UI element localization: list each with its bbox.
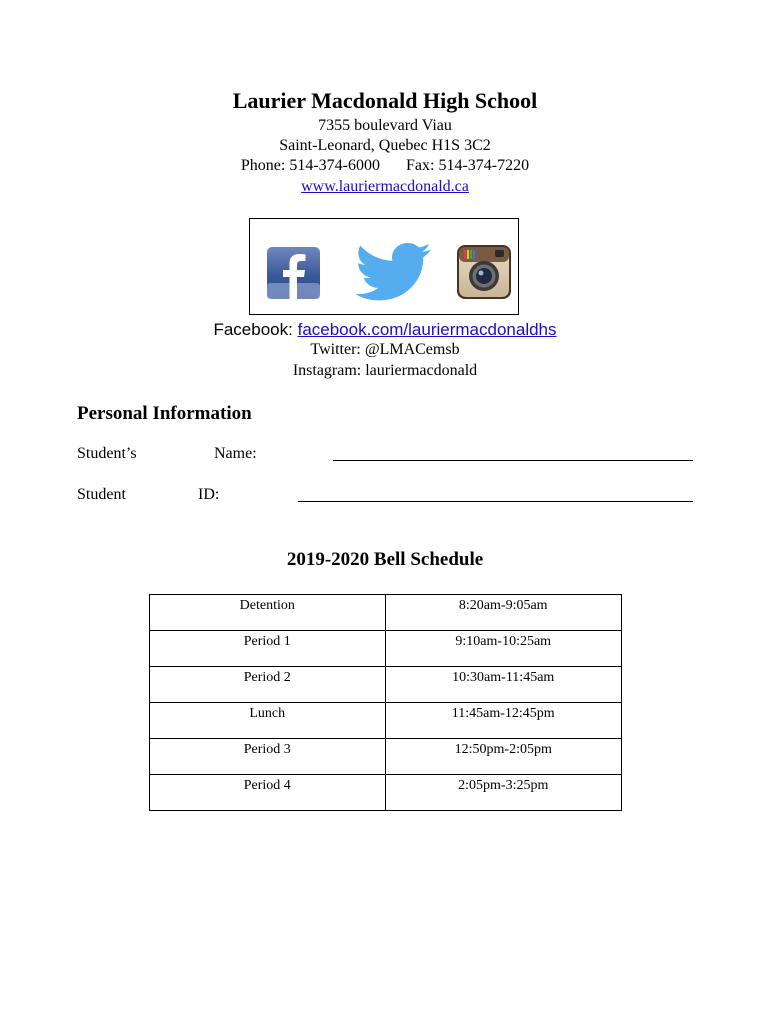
facebook-link[interactable]: facebook.com/lauriermacdonaldhs: [297, 320, 557, 339]
period-cell: Period 4: [150, 775, 386, 811]
time-cell: 9:10am-10:25am: [385, 631, 622, 667]
social-media-box: [249, 218, 519, 315]
time-cell: 2:05pm-3:25pm: [385, 775, 622, 811]
period-cell: Period 1: [150, 631, 386, 667]
table-row: [150, 739, 622, 775]
table-row: [150, 667, 622, 703]
bell-schedule-heading: 2019-2020 Bell Schedule: [286, 549, 484, 570]
address-city: Saint-Leonard, Quebec H1S 3C2: [279, 137, 491, 154]
website-line: [0, 178, 770, 196]
instagram-handle: Instagram: lauriermacdonald: [292, 362, 478, 379]
time-cell: 8:20am-9:05am: [385, 595, 622, 631]
address-street: 7355 boulevard Viau: [318, 117, 452, 134]
table-row: [150, 631, 622, 667]
table-row: [150, 595, 622, 631]
bell-schedule-table: [149, 594, 622, 811]
student-name-field[interactable]: [333, 460, 693, 461]
student-name-label-1: Student’s: [77, 445, 137, 462]
time-cell: 10:30am-11:45am: [385, 667, 622, 703]
student-id-label-1: Student: [77, 486, 126, 503]
student-name-label-2: Name:: [214, 445, 257, 462]
student-id-label-2: ID:: [198, 486, 220, 503]
period-cell: Period 2: [150, 667, 386, 703]
personal-information-heading: Personal Information: [77, 403, 252, 424]
time-cell: 11:45am-12:45pm: [385, 703, 622, 739]
period-cell: Lunch: [150, 703, 386, 739]
twitter-icon[interactable]: [353, 243, 433, 301]
facebook-icon[interactable]: [267, 247, 320, 299]
website-link[interactable]: www.lauriermacdonald.ca: [301, 178, 469, 195]
twitter-handle: Twitter: @LMACemsb: [310, 341, 460, 358]
phone-number: Phone: 514-374-6000: [240, 157, 380, 174]
facebook-line: [0, 320, 770, 340]
contact-line: [0, 157, 770, 175]
fax-number: Fax: 514-374-7220: [406, 157, 530, 174]
period-cell: Detention: [150, 595, 386, 631]
student-id-field[interactable]: [298, 501, 693, 502]
time-cell: 12:50pm-2:05pm: [385, 739, 622, 775]
facebook-label: Facebook:: [213, 320, 293, 339]
table-row: [150, 775, 622, 811]
period-cell: Period 3: [150, 739, 386, 775]
table-row: [150, 703, 622, 739]
school-name: Laurier Macdonald High School: [232, 88, 538, 113]
instagram-icon[interactable]: [457, 245, 511, 299]
